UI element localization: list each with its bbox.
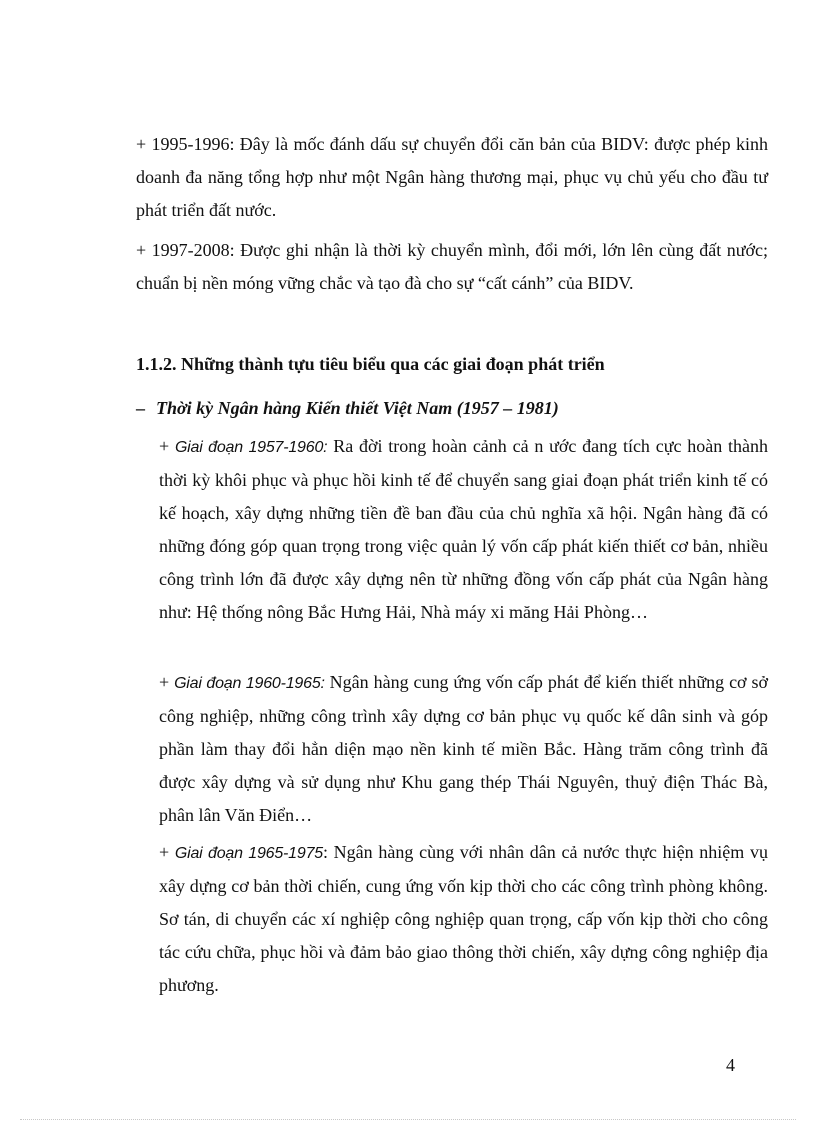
period-text: Ngân hàng cung ứng vốn cấp phát để kiến thiết những cơ sở công nghiệp, những công trình xây dựng cơ bản phục vụ quốc kế dân sinh và góp phần làm thay đổi hẳn diện mạo nền kinh tế miền Bắc. Hàng trăm công trình đã được xây dựng và sử dụng như Khu gang thép Thái Nguyên, thuỷ điện Thác Bà, phân lân Văn Điển…: [159, 672, 768, 825]
paragraph-1995-1996: + 1995-1996: Đây là mốc đánh dấu sự chuyển đổi căn bản của BIDV: được phép kinh doanh đa năng tổng hợp như một Ngân hàng thương mại, phục vụ chủ yếu cho đầu tư phát triển đất nước.: [136, 134, 768, 220]
period-paragraph-1957-1960: [159, 430, 768, 629]
period-plus: +: [159, 436, 175, 456]
paragraph-1997-2008: + 1997-2008: Được ghi nhận là thời kỳ chuyển mình, đổi mới, lớn lên cùng đất nước; chuẩn bị nền móng vững chắc và tạo đà cho sự “cất cánh” của BIDV.: [136, 240, 768, 293]
period-label: Giai đoạn 1965-1975: [174, 845, 323, 862]
section-heading: 1.1.2. Những thành tựu tiêu biểu qua các giai đoạn phát triển: [136, 354, 605, 374]
sub-heading-dash: –: [136, 398, 145, 418]
period-paragraph-1965-1975: [159, 836, 768, 1002]
period-paragraph-1960-1965: [159, 666, 768, 832]
page-number: 4: [726, 1055, 735, 1075]
period-plus: +: [159, 672, 175, 692]
period-label: Giai đoạn 1960-1965:: [174, 675, 325, 692]
period-plus: +: [159, 842, 175, 862]
period-text: : Ngân hàng cùng với nhân dân cả nước thực hiện nhiệm vụ xây dựng cơ bản thời chiến, cung ứng vốn kịp thời cho các công trình phòng không. Sơ tán, di chuyển các xí nghiệp công nghiệp quan trọng, cấp vốn kịp thời cho công tác cứu chữa, phục hồi và đảm bảo giao thông thời chiến, xây dựng công nghiệp địa phương.: [159, 842, 769, 995]
period-text: Ra đời trong hoàn cảnh cả n ước đang tích cực hoàn thành thời kỳ khôi phục và phục hồi kinh tế để chuyển sang giai đoạn phát triển kinh tế có kế hoạch, xây dựng những tiền đề ban đầu của chủ nghĩa xã hội. Ngân hàng đã có những đóng góp quan trọng trong việc quản lý vốn cấp phát kiến thiết cơ bản, nhiều công trình lớn đã được xây dựng nên từ những đồng vốn cấp phát của Ngân hàng như: Hệ thống nông Bắc Hưng Hải, Nhà máy xi măng Hải Phòng…: [159, 436, 768, 622]
sub-heading-text: Thời kỳ Ngân hàng Kiến thiết Việt Nam (1957 – 1981): [156, 398, 559, 418]
period-label: Giai đoạn 1957-1960:: [174, 439, 328, 456]
footer-divider: [20, 1119, 796, 1120]
sub-heading: [136, 393, 768, 423]
